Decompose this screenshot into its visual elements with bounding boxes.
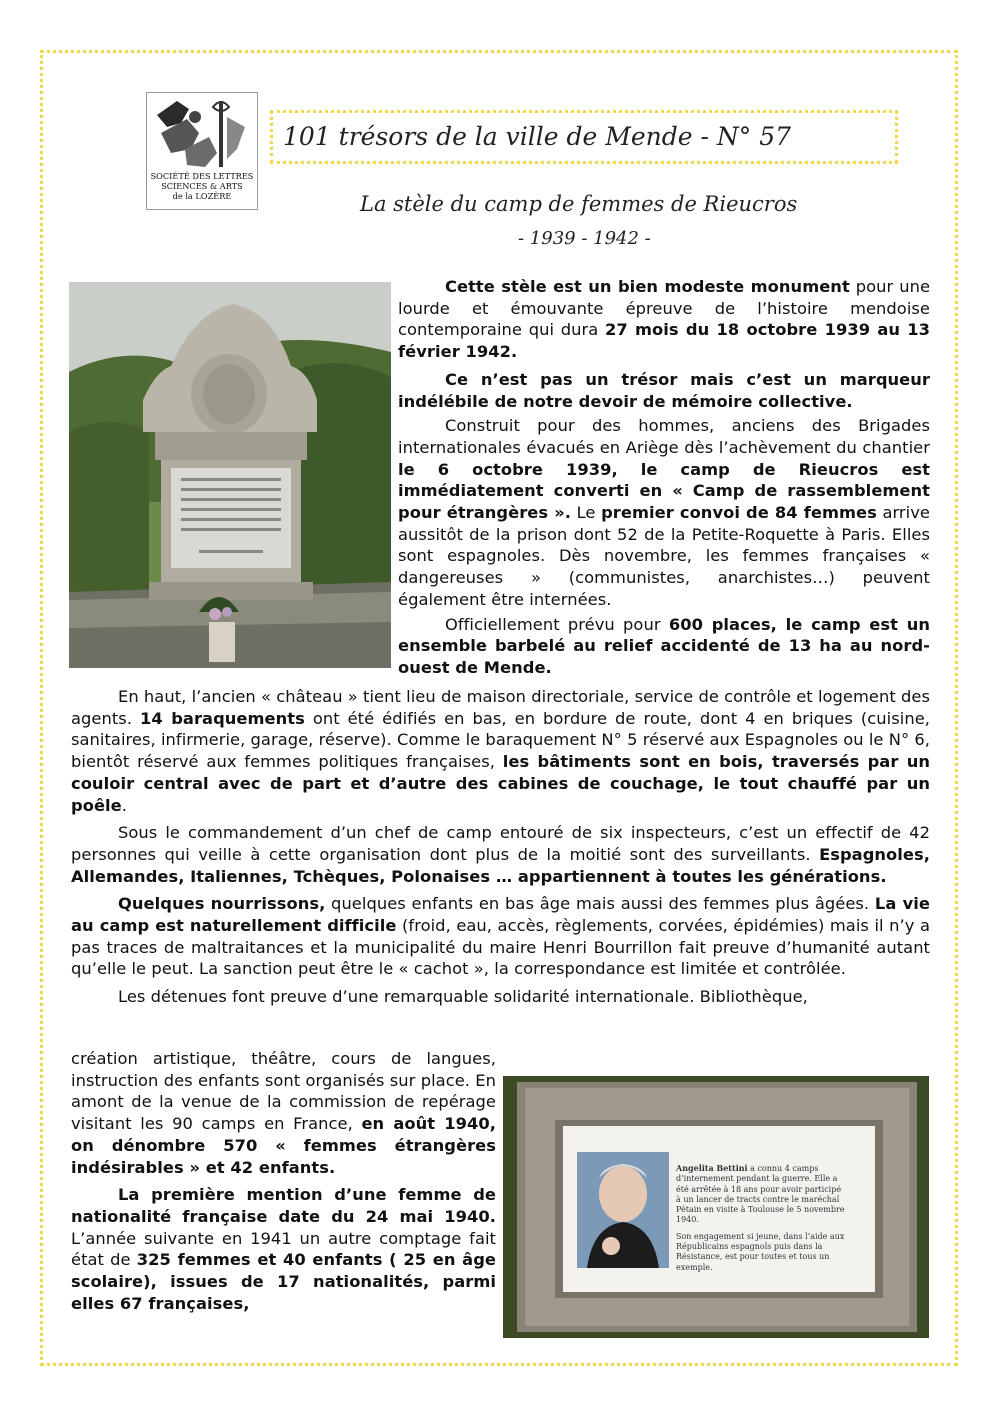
main-text-block (71, 686, 930, 1008)
text-span: arrive aussitôt de la prison dont 52 de la Petite-Roquette à Paris. Elles sont espagnoles. Dès novembre, les femmes françaises « dangereuses » (communistes, anarchistes…) peuvent également être internées. (398, 503, 930, 609)
paragraph-9 (71, 1184, 496, 1314)
intro-text-block (398, 276, 930, 679)
bold-span: La vie au camp est naturellement difficile (71, 894, 930, 936)
text-span: En haut, l’ancien « château » tient lieu de maison directoriale, service de contrôle et logement des agents. (71, 687, 930, 728)
paragraph-8 (71, 1048, 496, 1178)
mercury-figure-icon (147, 93, 257, 171)
article-dates: - 1939 - 1942 - (518, 228, 651, 249)
bold-span: le 6 octobre 1939, le camp de Rieucros est immédiatement converti en « Camp de rassemblement pour étrangères ». (398, 459, 930, 523)
paragraph-4 (398, 614, 930, 679)
bold-span: premier convoi de 84 femmes (601, 503, 877, 523)
text-span: création artistique, théâtre, cours de langues, instruction des enfants sont organisés sur place. En amont de la venue de la commission de repérage visitant les 90 camps en France, (71, 1049, 496, 1134)
paragraph-1 (398, 276, 930, 363)
text-span: . (121, 795, 127, 815)
bold-span: en août 1940, on dénombre 570 « femmes étrangères indésirables » et 42 enfants. (71, 1114, 496, 1177)
logo-text (147, 171, 257, 201)
plaque-text (676, 1163, 846, 1273)
text-span: pour une lourde et émouvante épreuve de l’histoire mendoise contemporaine qui dura (398, 277, 931, 340)
bold-span: La première mention d’une femme de nationalité française date du 24 mai 1940. (71, 1185, 496, 1226)
page-title: 101 trésors de la ville de Mende - N° 57 (283, 122, 792, 151)
paragraph-6 (71, 822, 930, 887)
text-span: Le (571, 503, 602, 523)
paragraph-8-first-line (71, 986, 930, 1008)
text-span: Les détenues font preuve d’une remarquable solidarité internationale. Bibliothèque, (118, 987, 808, 1007)
article-subtitle: La stèle du camp de femmes de Rieucros (360, 192, 798, 216)
bold-span: 27 mois du 18 octobre 1939 au 13 février 1942. (398, 320, 930, 362)
left-column-text (71, 1048, 496, 1314)
bold-span: Cette stèle est un bien modeste monument (445, 277, 850, 296)
text-span: L’année suivante en 1941 un autre comptage fait état de (71, 1228, 496, 1270)
paragraph-5 (71, 686, 930, 816)
bold-span: 325 femmes et 40 enfants ( 25 en âge scolaire), issues de 17 nationalités, parmi elles 67 françaises, (71, 1250, 496, 1313)
stele-photo (69, 282, 391, 668)
logo-line-3: de la LOZÈRE (172, 191, 232, 201)
bold-span: Espagnoles, Allemandes, Italiennes, Tchèques, Polonaises … appartiennent à toutes les générations. (71, 844, 930, 886)
bold-span: Ce n’est pas un trésor mais c’est un marqueur indélébile de notre devoir de mémoire collective. (398, 369, 930, 411)
logo-line-2: SCIENCES & ARTS (161, 181, 243, 191)
paragraph-2 (398, 369, 930, 412)
text-span: Construit pour des hommes, anciens des Brigades internationales évacués en Ariège dès l’achèvement du chantier (398, 416, 930, 457)
bold-span: 600 places, le camp est un ensemble barbelé au relief accidenté de 13 ha au nord-ouest de Mende. (398, 614, 930, 677)
plaque-text-2: Son engagement si jeune, dans l’aide aux Républicains espagnols puis dans la Résistance, est pour toutes et tous un exemple. (676, 1231, 845, 1272)
plaque-paragraph-1 (676, 1163, 846, 1226)
bold-span: les bâtiments sont en bois, traversés par un couloir central avec de part et d’autre des cabines de couchage, le tout chauffé par un poêle (71, 752, 930, 815)
society-logo (146, 92, 258, 210)
logo-line-1: SOCIÉTÉ DES LETTRES (150, 171, 254, 181)
paragraph-3 (398, 415, 930, 610)
text-span: Sous le commandement d’un chef de camp entouré de six inspecteurs, c’est un effectif de 42 personnes qui veille à cette organisation dont plus de la moitié sont des surveillants. (71, 823, 930, 864)
bold-span: Quelques nourrissons, (118, 894, 326, 914)
paragraph-7 (71, 893, 930, 980)
plaque-text-1: a connu 4 camps d’internement pendant la guerre. Elle a été arrêtée à 18 ans pour avoir participé à un lancer de tracts contre le maréchal Pétain en visite à Toulouse le 5 novembre 1940. (676, 1164, 845, 1225)
plaque-name: Angelita Bettini (676, 1163, 748, 1173)
text-span: (froid, eau, accès, règlements, corvées, épidémies) mais il n’y a pas traces de maltraitances et la municipalité du maire Henri Bourrillon fait preuve d’humanité autant qu’elle le peut. La sanction peut être le « cachot », la correspondance est limitée et contrôlée. (71, 916, 930, 979)
text-span: quelques enfants en bas âge mais aussi des femmes plus âgées. (325, 894, 875, 914)
bold-span: 14 baraquements (140, 708, 305, 728)
text-span: ont été édifiés en bas, en bordure de route, dont 4 en briques (cuisine, sanitaires, infirmerie, garage, réserve). Comme le baraquement N° 5 réservé aux Espagnoles ou le N° 6, bientôt réservé aux femmes politiques françaises, (71, 708, 931, 772)
text-span: Officiellement prévu pour (445, 614, 669, 634)
